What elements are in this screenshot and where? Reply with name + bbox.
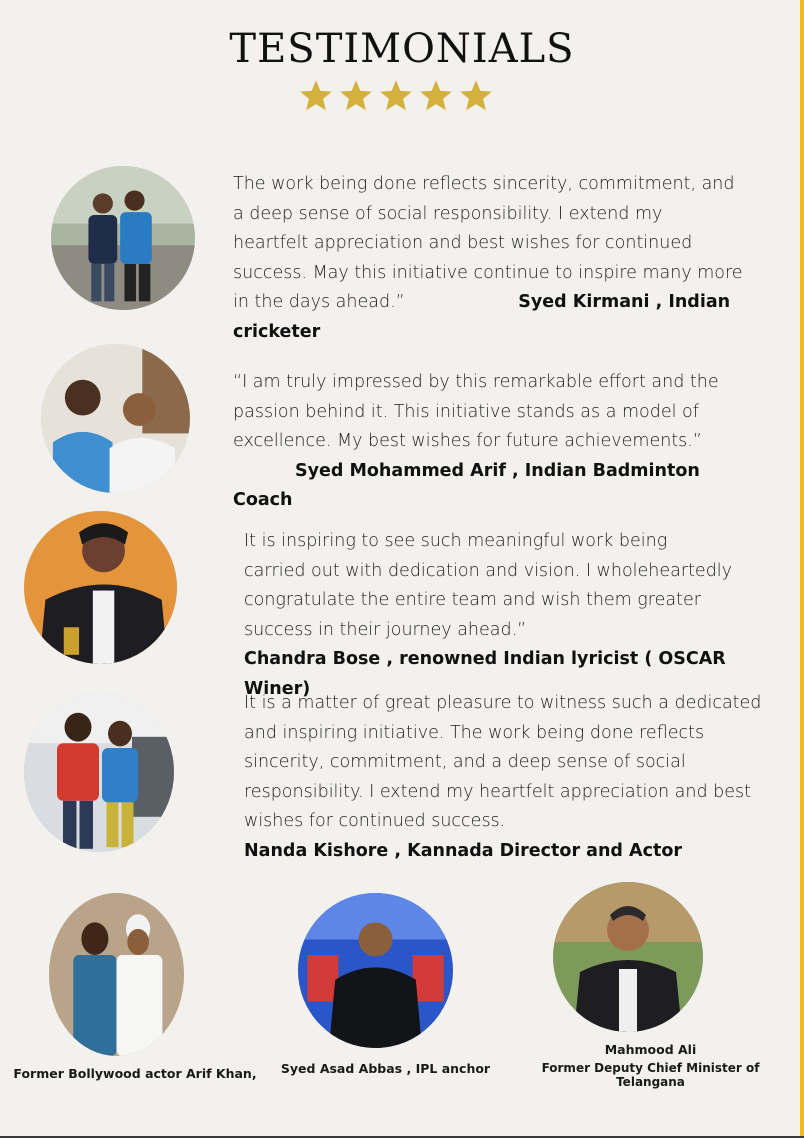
page-title: TESTIMONIALS [229, 26, 575, 72]
star-icon [378, 78, 414, 114]
testimonial-author-1: Syed Kirmani , Indian cricketer [233, 292, 731, 342]
bottom-caption-3a: Mahmood Ali [604, 1042, 697, 1057]
accent-edge [800, 0, 804, 1138]
testimonial-photo-3 [24, 511, 177, 664]
star-icon [338, 78, 374, 114]
testimonial-text-2 [233, 368, 723, 516]
testimonial-photo-1 [51, 166, 195, 310]
star-icon [418, 78, 454, 114]
testimonial-quote-3: It is inspiring to see such meaningful work being carried out with dedication and vision. I wholeheartedly congratulate the entire team and wish them greater success in their journey ahead.” [244, 531, 733, 640]
testimonial-text-3 [244, 527, 734, 704]
testimonial-author-2: Syed Mohammed Arif , Indian Badminton Coach [233, 460, 700, 510]
testimonial-author-3: Chandra Bose , renowned Indian lyricist ( OSCAR Winer) [244, 649, 726, 699]
bottom-caption-1: Former Bollywood actor Arif Khan, [13, 1066, 257, 1081]
testimonial-text-1 [233, 170, 743, 347]
testimonial-photo-4 [24, 692, 174, 852]
bottom-caption-3b: Former Deputy Chief Minister of Telangana [541, 1061, 760, 1089]
rating-stars [298, 78, 498, 118]
testimonial-quote-4: It is a matter of great pleasure to witness such a dedicated and inspiring initiative. The work being done reflects sincerity, commitment, and a deep sense of social responsibility. I extend my heartfelt appreciation and best wishes for continued success. [244, 693, 762, 831]
testimonial-quote-1: The work being done reflects sincerity, commitment, and a deep sense of social responsibility. I extend my heartfelt appreciation and best wishes for continued success. May this initiative continue to inspire many more in the days ahead.” [233, 174, 743, 312]
bottom-caption-2: Syed Asad Abbas , IPL anchor [280, 1061, 491, 1076]
star-icon [458, 78, 494, 114]
testimonial-quote-2: “I am truly impressed by this remarkable effort and the passion behind it. This initiative stands as a model of excellence. My best wishes for future achievements.” [233, 372, 719, 451]
bottom-photo-2 [298, 893, 453, 1048]
bottom-photo-3 [553, 882, 703, 1032]
testimonial-text-4 [244, 689, 764, 866]
testimonial-photo-2 [41, 344, 190, 493]
bottom-photo-1 [49, 893, 184, 1056]
star-icon [298, 78, 334, 114]
testimonial-author-4: Nanda Kishore , Kannada Director and Actor [244, 840, 682, 861]
